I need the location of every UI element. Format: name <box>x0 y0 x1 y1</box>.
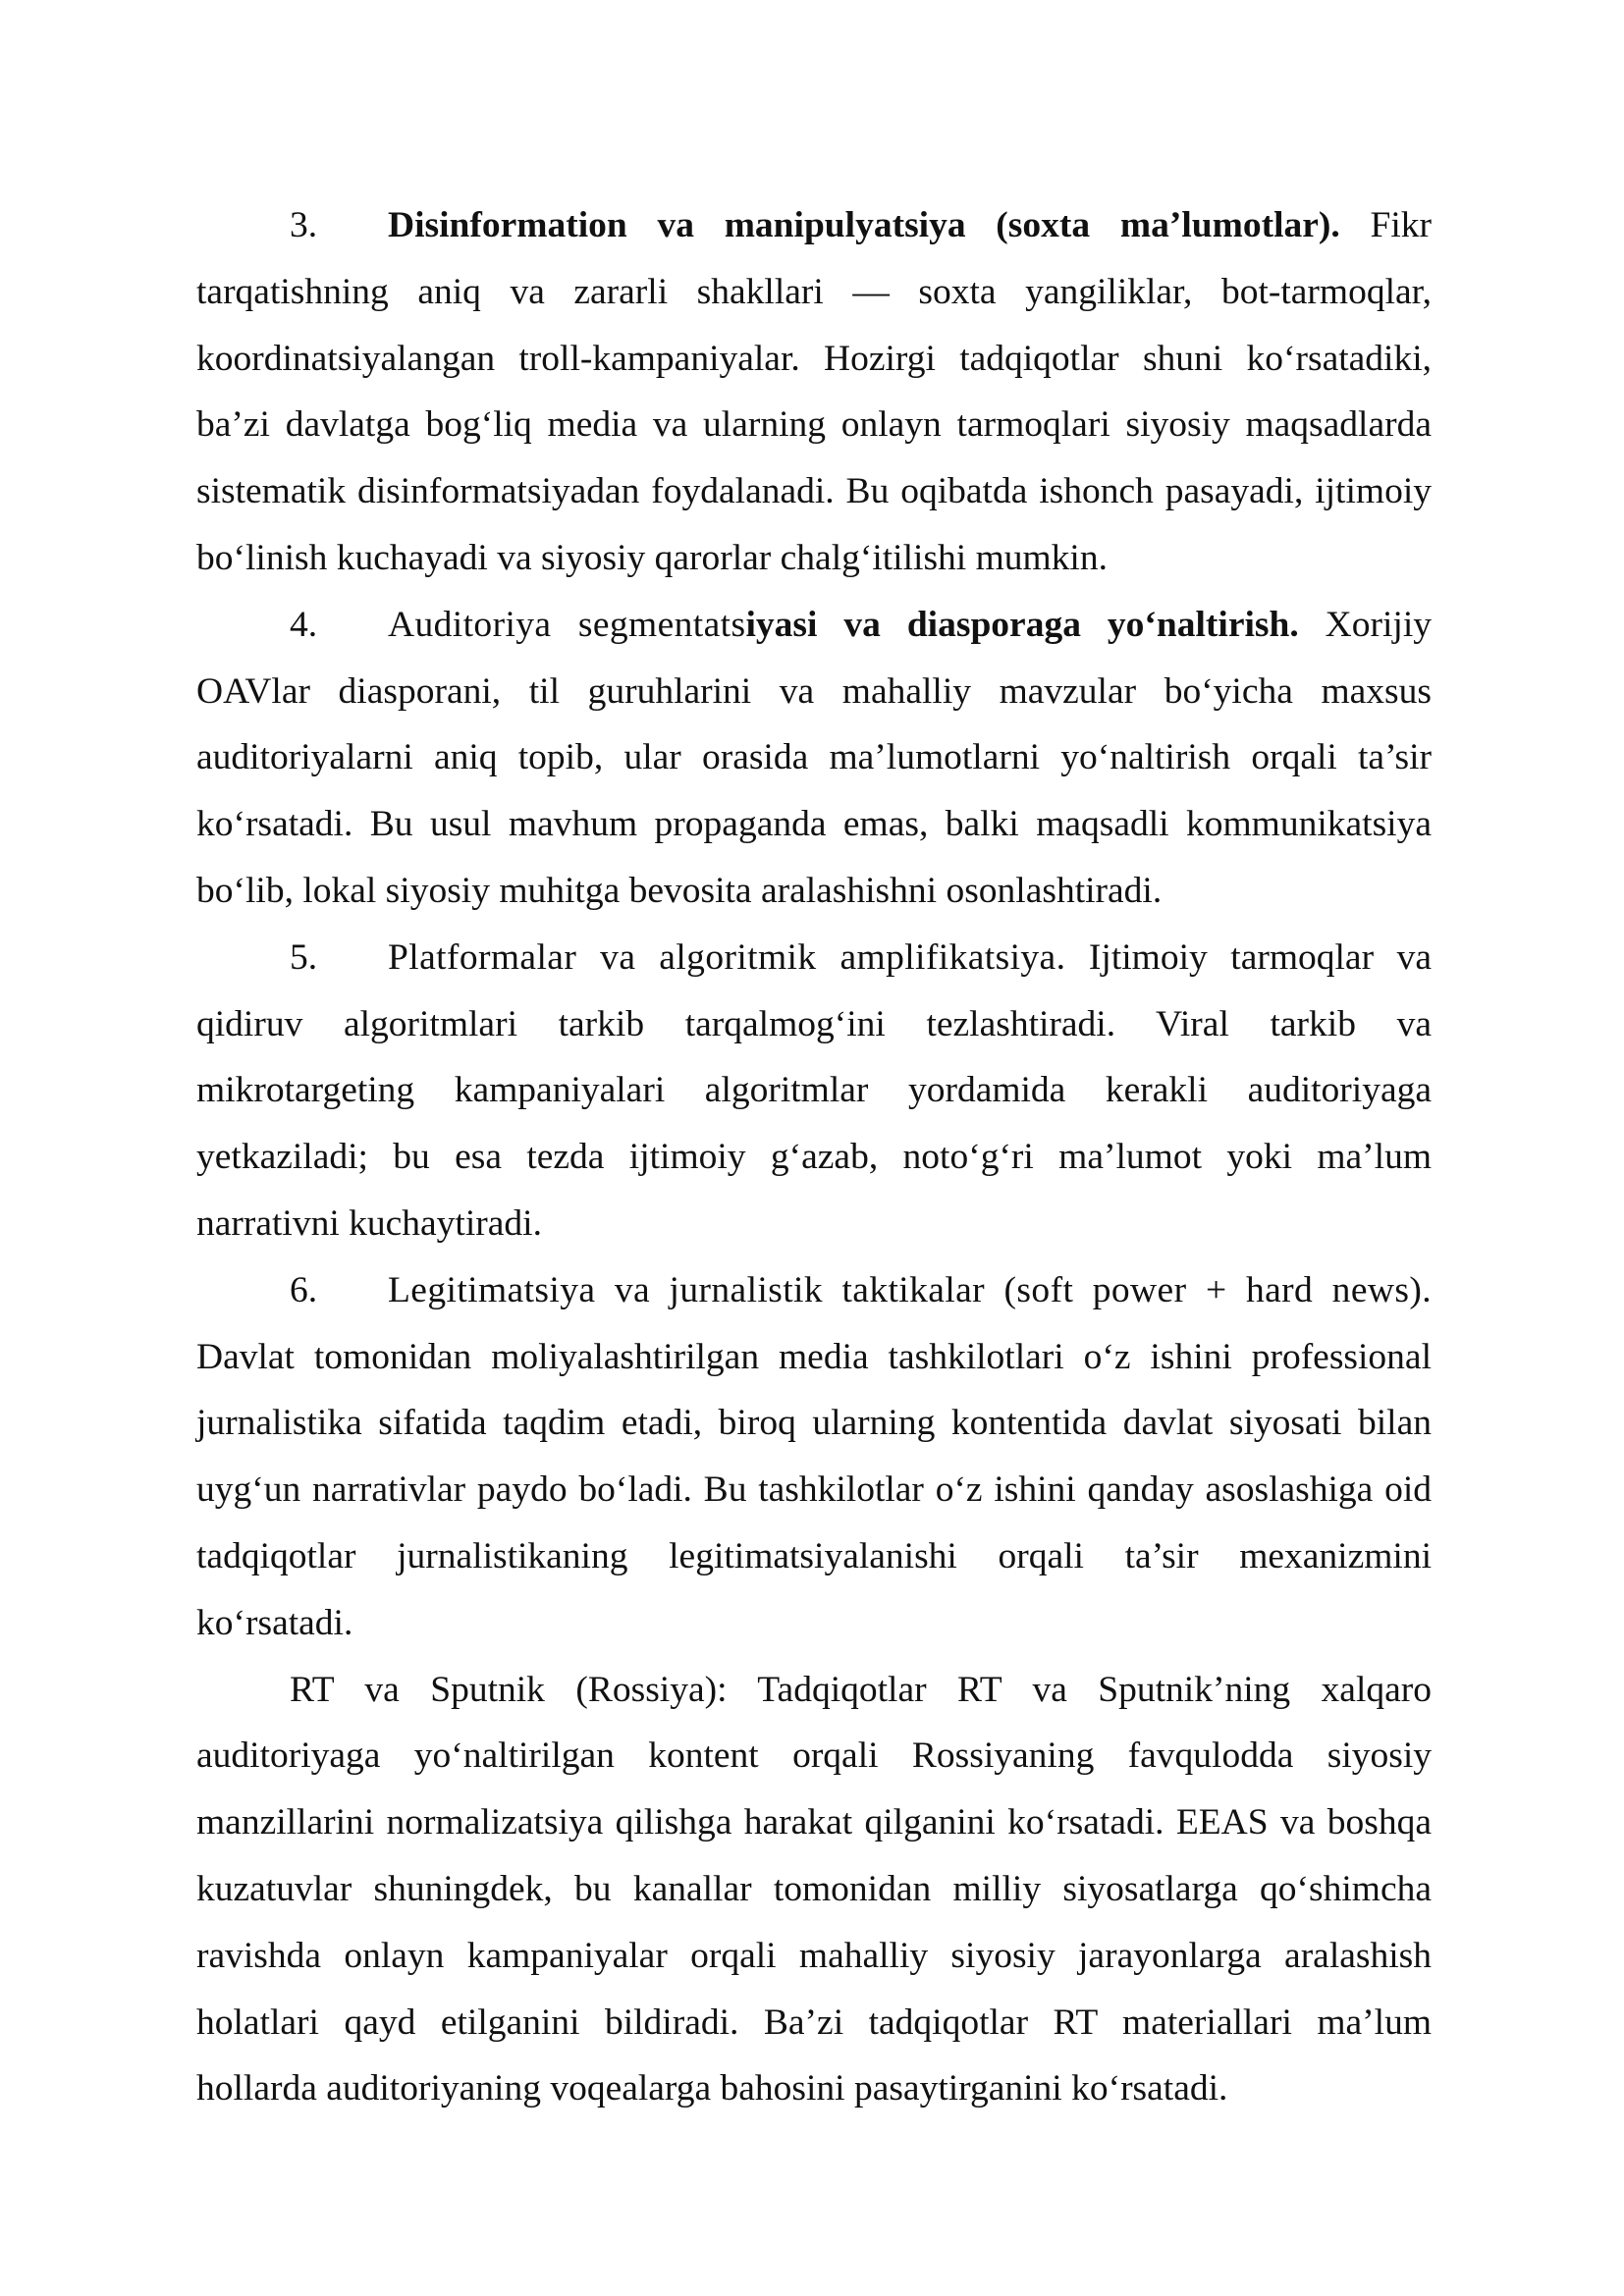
numbered-paragraph-6 <box>196 1257 1432 1657</box>
paragraph-heading-plain: Platformalar va algoritmik amplifikatsiya. <box>388 936 1066 978</box>
paragraph-heading-plain: Auditoriya segmentats <box>388 604 746 645</box>
numbered-paragraph-3 <box>196 192 1432 592</box>
numbered-paragraph-4 <box>196 592 1432 925</box>
paragraph-heading-plain: Legitimatsiya va jurnalistik taktikalar (soft power + hard news). <box>388 1269 1432 1310</box>
numbered-paragraph-5 <box>196 925 1432 1257</box>
paragraph-body: Davlat tomonidan moliyalashtirilgan media tashkilotlari o‘z ishini professional jurnalistika sifatida taqdim etadi, biroq ularning kontentida davlat siyosati bilan uyg‘un narrativlar paydo bo‘ladi. Bu tashkilotlar o‘z ishini qanday asoslashiga oid tadqiqotlar jurnalistikaning legitimatsiyalanishi orqali ta’sir mexanizmini ko‘rsatadi. <box>196 1336 1432 1643</box>
closing-paragraph: RT va Sputnik (Rossiya): Tadqiqotlar RT va Sputnik’ning xalqaro auditoriyaga yo‘naltirilgan kontent orqali Rossiyaning favqulodda siyosiy manzillarini normalizatsiya qilishga harakat qilganini ko‘rsatadi. EEAS va boshqa kuzatuvlar shuningdek, bu kanallar tomonidan milliy siyosatlarga qo‘shimcha ravishda onlayn kampaniyalar orqali mahalliy siyosiy jarayonlarga aralashish holatlari qayd etilganini bildiradi. Ba’zi tadqiqotlar RT materiallari ma’lum hollarda auditoriyaning voqealarga bahosini pasaytirganini ko‘rsatadi. <box>196 1669 1432 2109</box>
paragraph-heading-bold: Disinformation va manipulyatsiya (soxta ma’lumotlar). <box>388 205 1340 245</box>
paragraph-body: Xorijiy OAVlar diasporani, til guruhlarini va mahalliy mavzular bo‘yicha maxsus auditoriyalarni aniq topib, ular orasida ma’lumotlarni yo‘naltirish orqali ta’sir ko‘rsatadi. Bu usul mavhum propaganda emas, balki maqsadli kommunikatsiya bo‘lib, lokal siyosiy muhitga bevosita aralashishni osonlashtiradi. <box>196 604 1433 911</box>
paragraph-number: 5. <box>290 936 318 978</box>
paragraph-heading-bold: iyasi va diasporaga yo‘naltirish. <box>745 604 1299 645</box>
document-body <box>196 192 1432 2122</box>
paragraph-body: Fikr tarqatishning aniq va zararli shakllari — soxta yangiliklar, bot-tarmoqlar, koordinatsiyalangan troll-kampaniyalar. Hozirgi tadqiqotlar shuni ko‘rsatadiki, ba’zi davlatga bog‘liq media va ularning onlayn tarmoqlari siyosiy maqsadlarda sistematik disinformatsiyadan foydalanadi. Bu oqibatda ishonch pasayadi, ijtimoiy bo‘linish kuchayadi va siyosiy qarorlar chalg‘itilishi mumkin. <box>196 205 1432 578</box>
paragraph-number: 3. <box>290 205 318 245</box>
paragraph-body: Ijtimoiy tarmoqlar va qidiruv algoritmlari tarkib tarqalmog‘ini tezlashtiradi. Viral tarkib va mikrotargeting kampaniyalari algoritmlar yordamida kerakli auditoriyaga yetkaziladi; bu esa tezda ijtimoiy g‘azab, noto‘g‘ri ma’lumot yoki ma’lum narrativni kuchaytiradi. <box>196 936 1432 1244</box>
paragraph-number: 6. <box>290 1269 318 1310</box>
paragraph-number: 4. <box>290 604 318 645</box>
